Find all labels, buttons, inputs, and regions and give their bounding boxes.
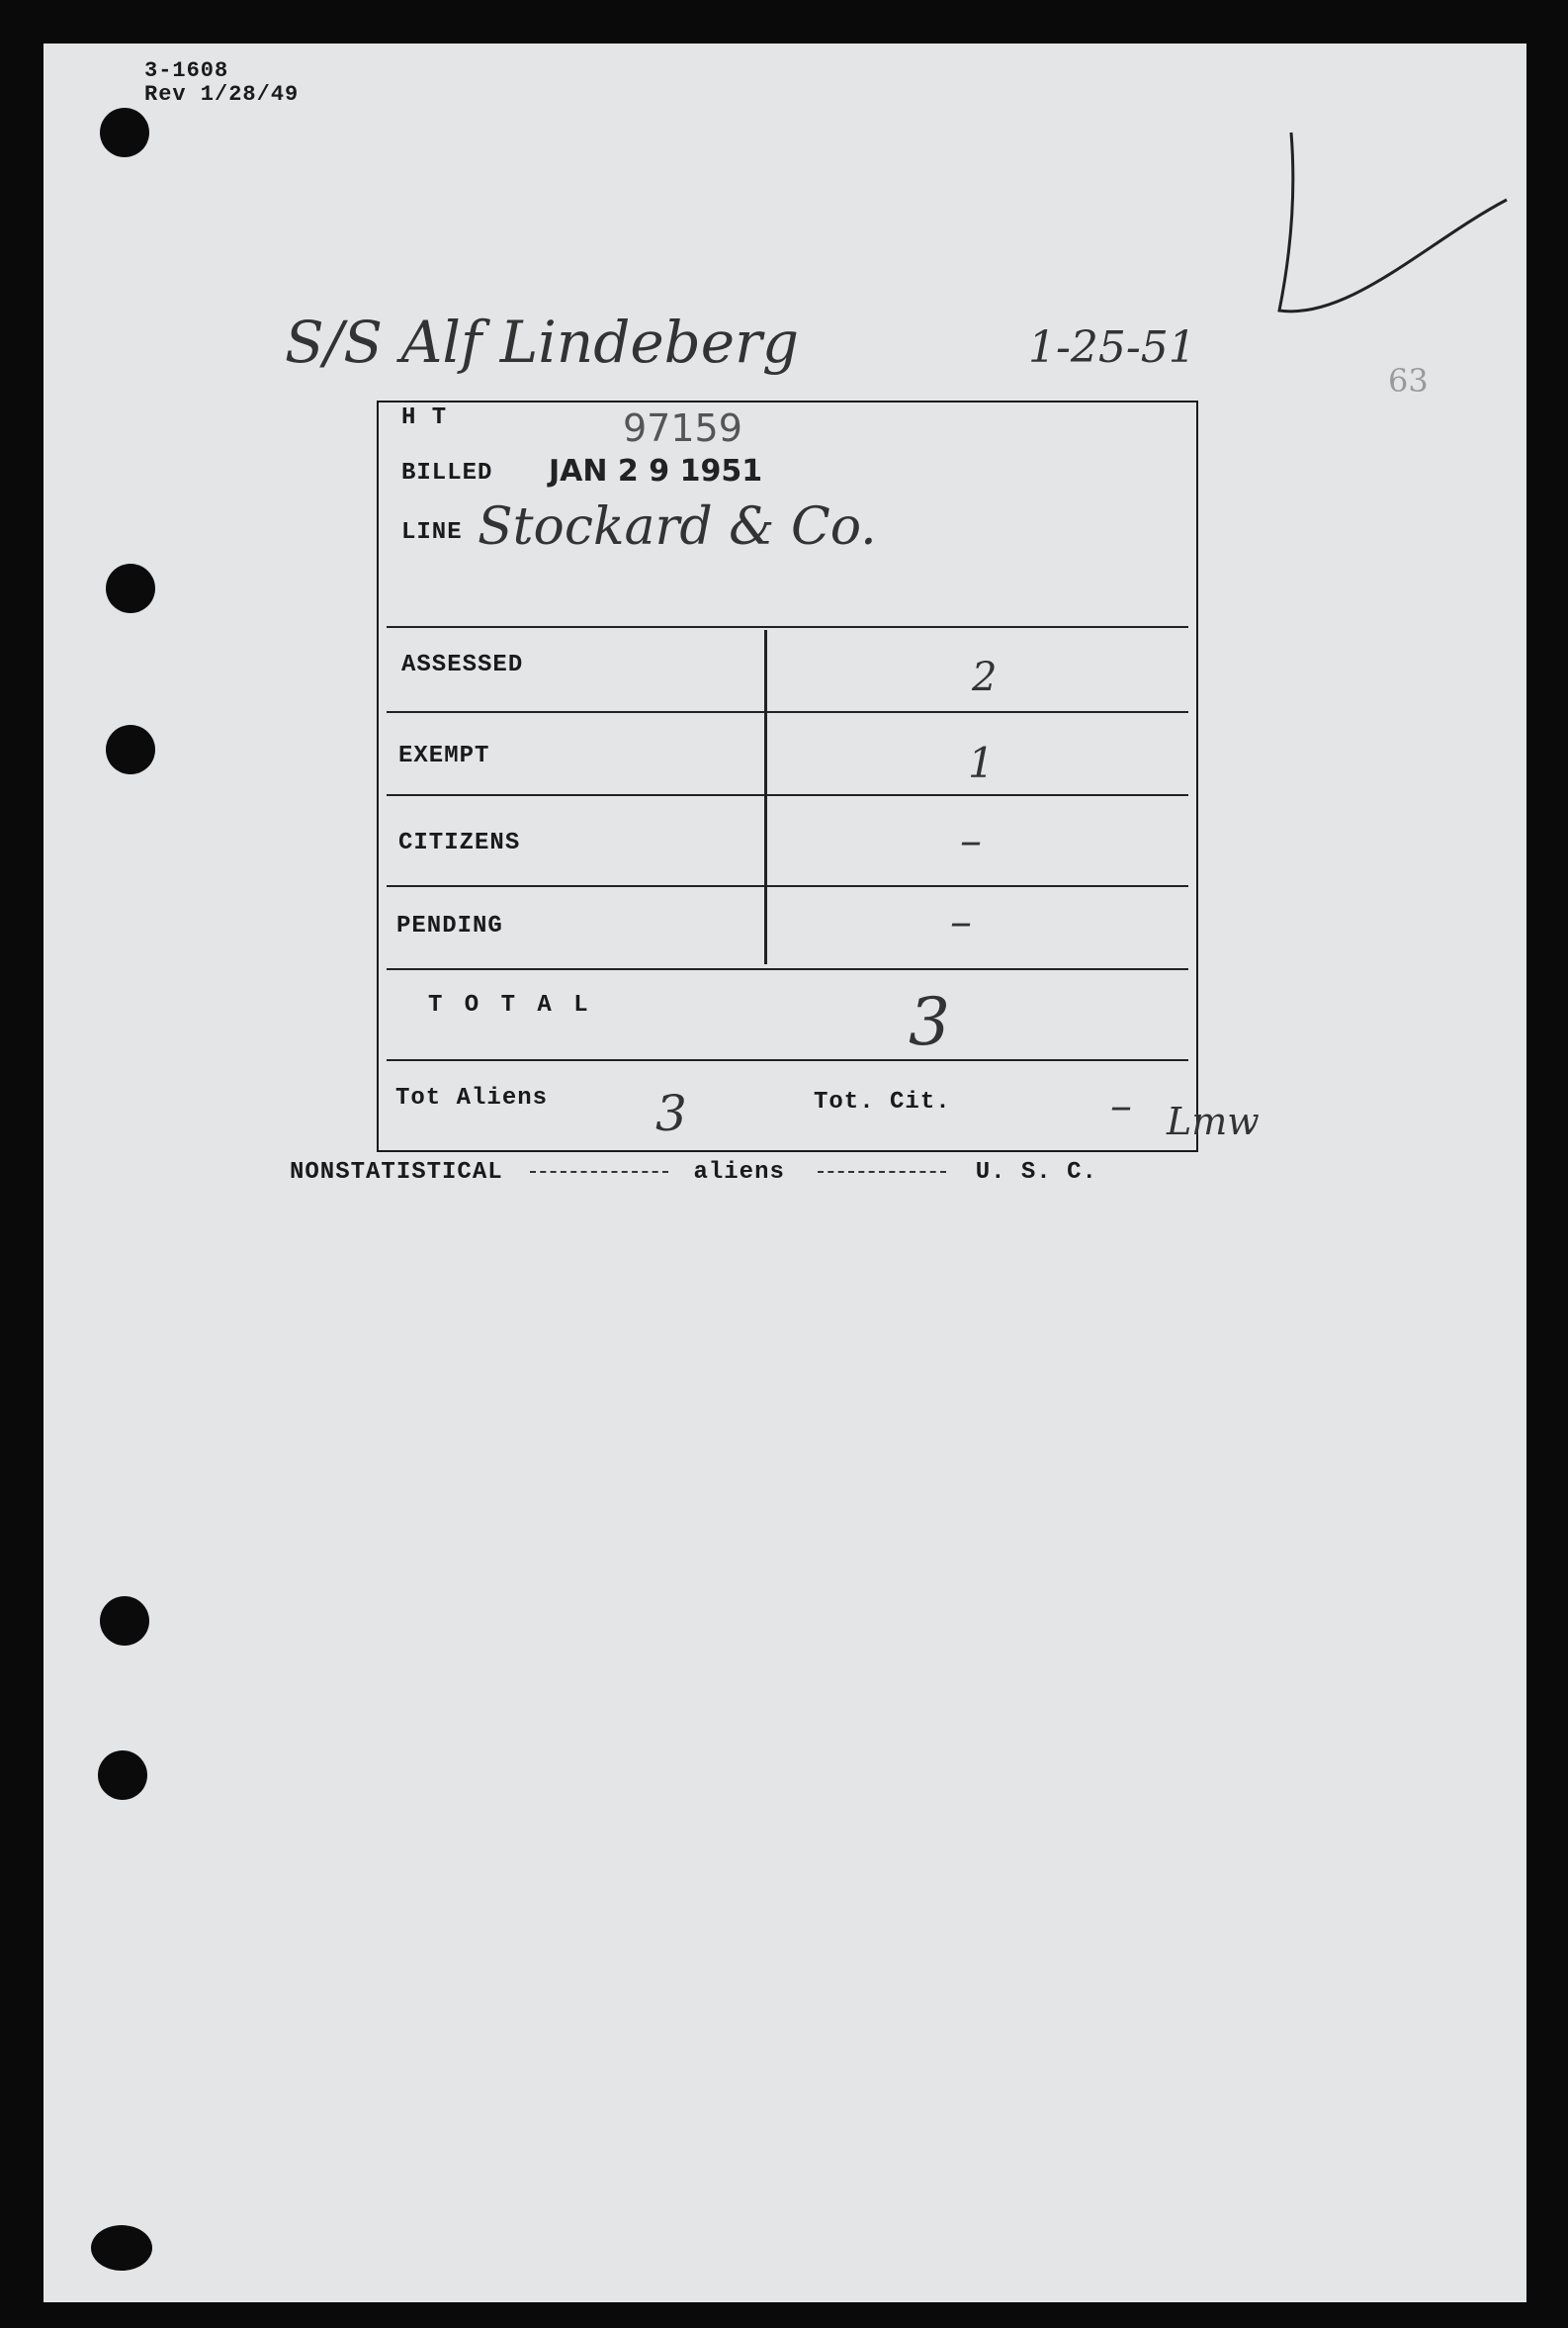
row-divider [387, 968, 1188, 970]
tot-cit-value: – [1110, 1081, 1132, 1131]
inspector-initials: Lmw [1167, 1100, 1260, 1143]
usc-label: U. S. C. [975, 1159, 1097, 1186]
pending-label: PENDING [396, 913, 503, 940]
column-divider [764, 630, 767, 964]
line-label: LINE [401, 519, 463, 546]
punch-hole [106, 564, 155, 613]
row-divider [387, 711, 1188, 713]
billed-label: BILLED [401, 460, 493, 487]
row-divider [387, 885, 1188, 887]
punch-hole [98, 1750, 147, 1800]
citizens-label: CITIZENS [398, 830, 521, 856]
ht-number: 97159 [623, 406, 742, 450]
assessed-value: 2 [972, 655, 998, 700]
document-page [44, 44, 1526, 2302]
blank-line [530, 1171, 668, 1173]
page-number: 63 [1388, 362, 1429, 400]
citizens-value: – [960, 816, 982, 866]
aliens-label: aliens [693, 1159, 785, 1186]
manifest-form [377, 401, 1198, 1152]
row-divider [387, 794, 1188, 796]
punch-hole [91, 2225, 152, 2271]
arrival-date: 1-25-51 [1028, 322, 1196, 373]
punch-hole [106, 725, 155, 774]
pending-value: – [950, 897, 972, 947]
row-divider [387, 1059, 1188, 1061]
total-value: 3 [909, 984, 950, 1060]
row-divider [387, 626, 1188, 628]
tot-aliens-value: 3 [655, 1085, 687, 1142]
check-mark [1210, 123, 1566, 380]
exempt-label: EXEMPT [398, 743, 490, 769]
exempt-value: 1 [968, 739, 995, 787]
assessed-label: ASSESSED [401, 652, 524, 678]
billed-date: JAN 2 9 1951 [549, 454, 763, 489]
punch-hole [100, 108, 149, 157]
form-id: 3-1608 [144, 58, 229, 83]
tot-aliens-label: Tot Aliens [395, 1085, 549, 1112]
nonstatistical-line [290, 1159, 1097, 1186]
nonstatistical-label: NONSTATISTICAL [290, 1159, 503, 1186]
line-name: Stockard & Co. [478, 497, 877, 557]
ht-label: H T [401, 404, 448, 431]
form-header [144, 59, 299, 107]
vessel-name: S/S Alf Lindeberg [285, 309, 799, 376]
punch-hole [100, 1596, 149, 1646]
form-revision: Rev 1/28/49 [144, 82, 300, 107]
blank-line [818, 1171, 946, 1173]
tot-cit-label: Tot. Cit. [814, 1089, 951, 1116]
total-label: T O T A L [428, 992, 592, 1019]
